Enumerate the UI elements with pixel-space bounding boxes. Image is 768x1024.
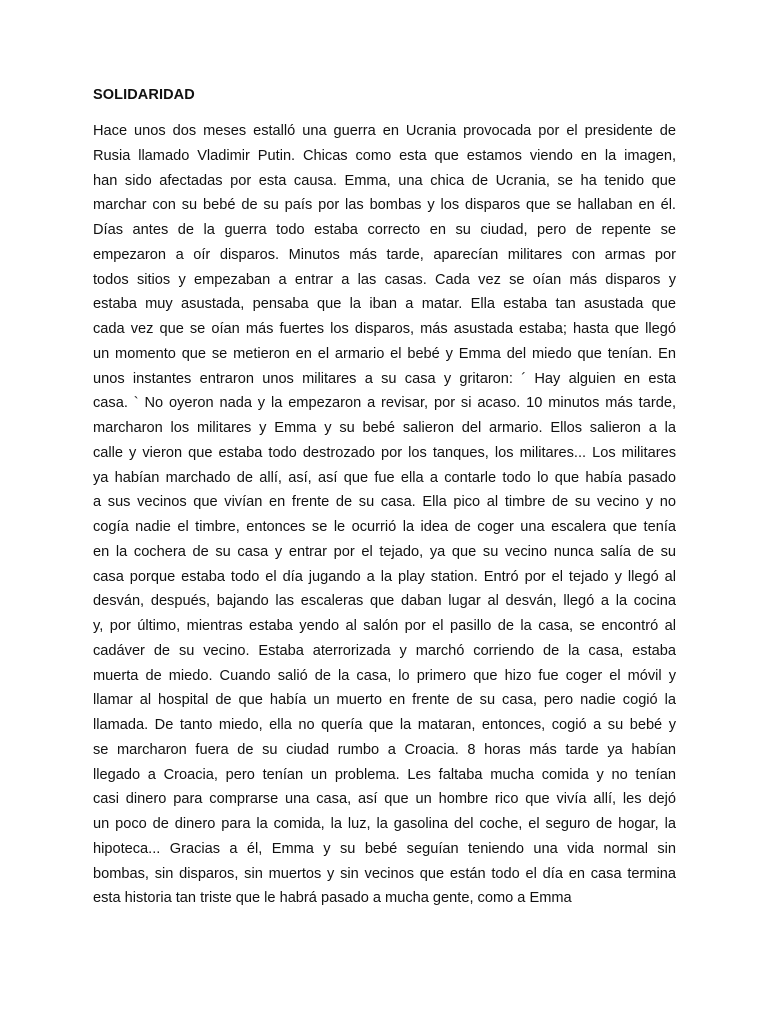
body-line: marcharon los militares y Emma y su bebé salieron del armario. Ellos salieron a la [93,420,676,436]
body-line: han sido afectadas por esta causa. Emma, una chica de Ucrania, se ha tenido que [93,172,676,189]
document-title: SOLIDARIDAD [93,87,195,103]
body-line: unos instantes entraron unos militares a su casa y gritaron: ´ Hay alguien en esta [93,370,676,387]
body-line: muerta de miedo. Cuando salió de la casa, lo primero que hizo fue coger el móvil y [93,667,676,684]
body-line: bombas, sin disparos, sin muertos y sin vecinos que están todo el día en casa termina [93,865,676,882]
body-line: llamar al hospital de que había un muerto en frente de su casa, pero nadie cogió la [93,692,676,709]
body-line: estaba muy asustada, pensaba que la iban a matar. Ella estaba tan asustada que [93,296,676,313]
body-line: y, por último, mientras estaba yendo al salón por el pasillo de la casa, se encontró al [93,618,676,634]
body-line: se marcharon fuera de su ciudad rumbo a Croacia. 8 horas más tarde ya habían [93,741,676,758]
body-line: en la cochera de su casa y entrar por el tejado, ya que su vecino nunca salía de su [93,543,676,560]
body-line: ya habían marchado de allí, así, así que fue ella a contarle todo lo que había pasado [93,469,676,486]
body-line: empezaron a oír disparos. Minutos más tarde, aparecían militares con armas por [93,246,676,263]
body-line: Hace unos dos meses estalló una guerra en Ucrania provocada por el presidente de [93,123,676,139]
body-line: un momento que se metieron en el armario el bebé y Emma del miedo que tenían. En [93,345,676,362]
body-line: un poco de dinero para la comida, la luz, la gasolina del coche, el seguro de hogar, la [93,816,676,832]
body-line: Días antes de la guerra todo estaba correcto en su ciudad, pero de repente se [93,222,676,238]
body-line: a sus vecinos que vivían en frente de su casa. Ella pico al timbre de su vecino y no [93,494,676,511]
document-body [93,119,676,911]
body-line: todos sitios y empezaban a entrar a las casas. Cada vez se oían más disparos y [93,271,676,288]
body-line: hipoteca... Gracias a él, Emma y su bebé seguían teniendo una vida normal sin [93,840,676,857]
body-line: calle y vieron que estaba todo destrozado por los tanques, los militares... Los militares [93,444,676,461]
body-line: casa porque estaba todo el día jugando a la play station. Entró por el tejado y llegó al [93,568,676,585]
body-line: desván, después, bajando las escaleras que daban lugar al desván, llegó a la cocina [93,593,676,610]
body-line: cada vez que se oían más fuertes los disparos, más asustada estaba; hasta que llegó [93,321,676,337]
body-line: llegado a Croacia, pero tenían un problema. Les faltaba mucha comida y no tenían [93,766,676,783]
body-line: marchar con su bebé de su país por las bombas y los disparos que se hallaban en él. [93,197,676,214]
body-line: cadáver de su vecino. Estaba aterrorizada y marchó corriendo de la casa, estaba [93,642,676,659]
body-line: esta historia tan triste que le habrá pasado a mucha gente, como a Emma [93,890,572,907]
body-line: casi dinero para comprarse una casa, así que un hombre rico que vivía allí, les dejó [93,791,676,808]
body-line: Rusia llamado Vladimir Putin. Chicas como esta que estamos viendo en la imagen, [93,147,676,164]
body-line: cogía nadie el timbre, entonces se le ocurrió la idea de coger una escalera que tenía [93,519,676,535]
body-line: llamada. De tanto miedo, ella no quería que la mataran, entonces, cogió a su bebé y [93,717,676,733]
body-line: casa. ` No oyeron nada y la empezaron a revisar, por si acaso. 10 minutos más tarde, [93,395,676,412]
